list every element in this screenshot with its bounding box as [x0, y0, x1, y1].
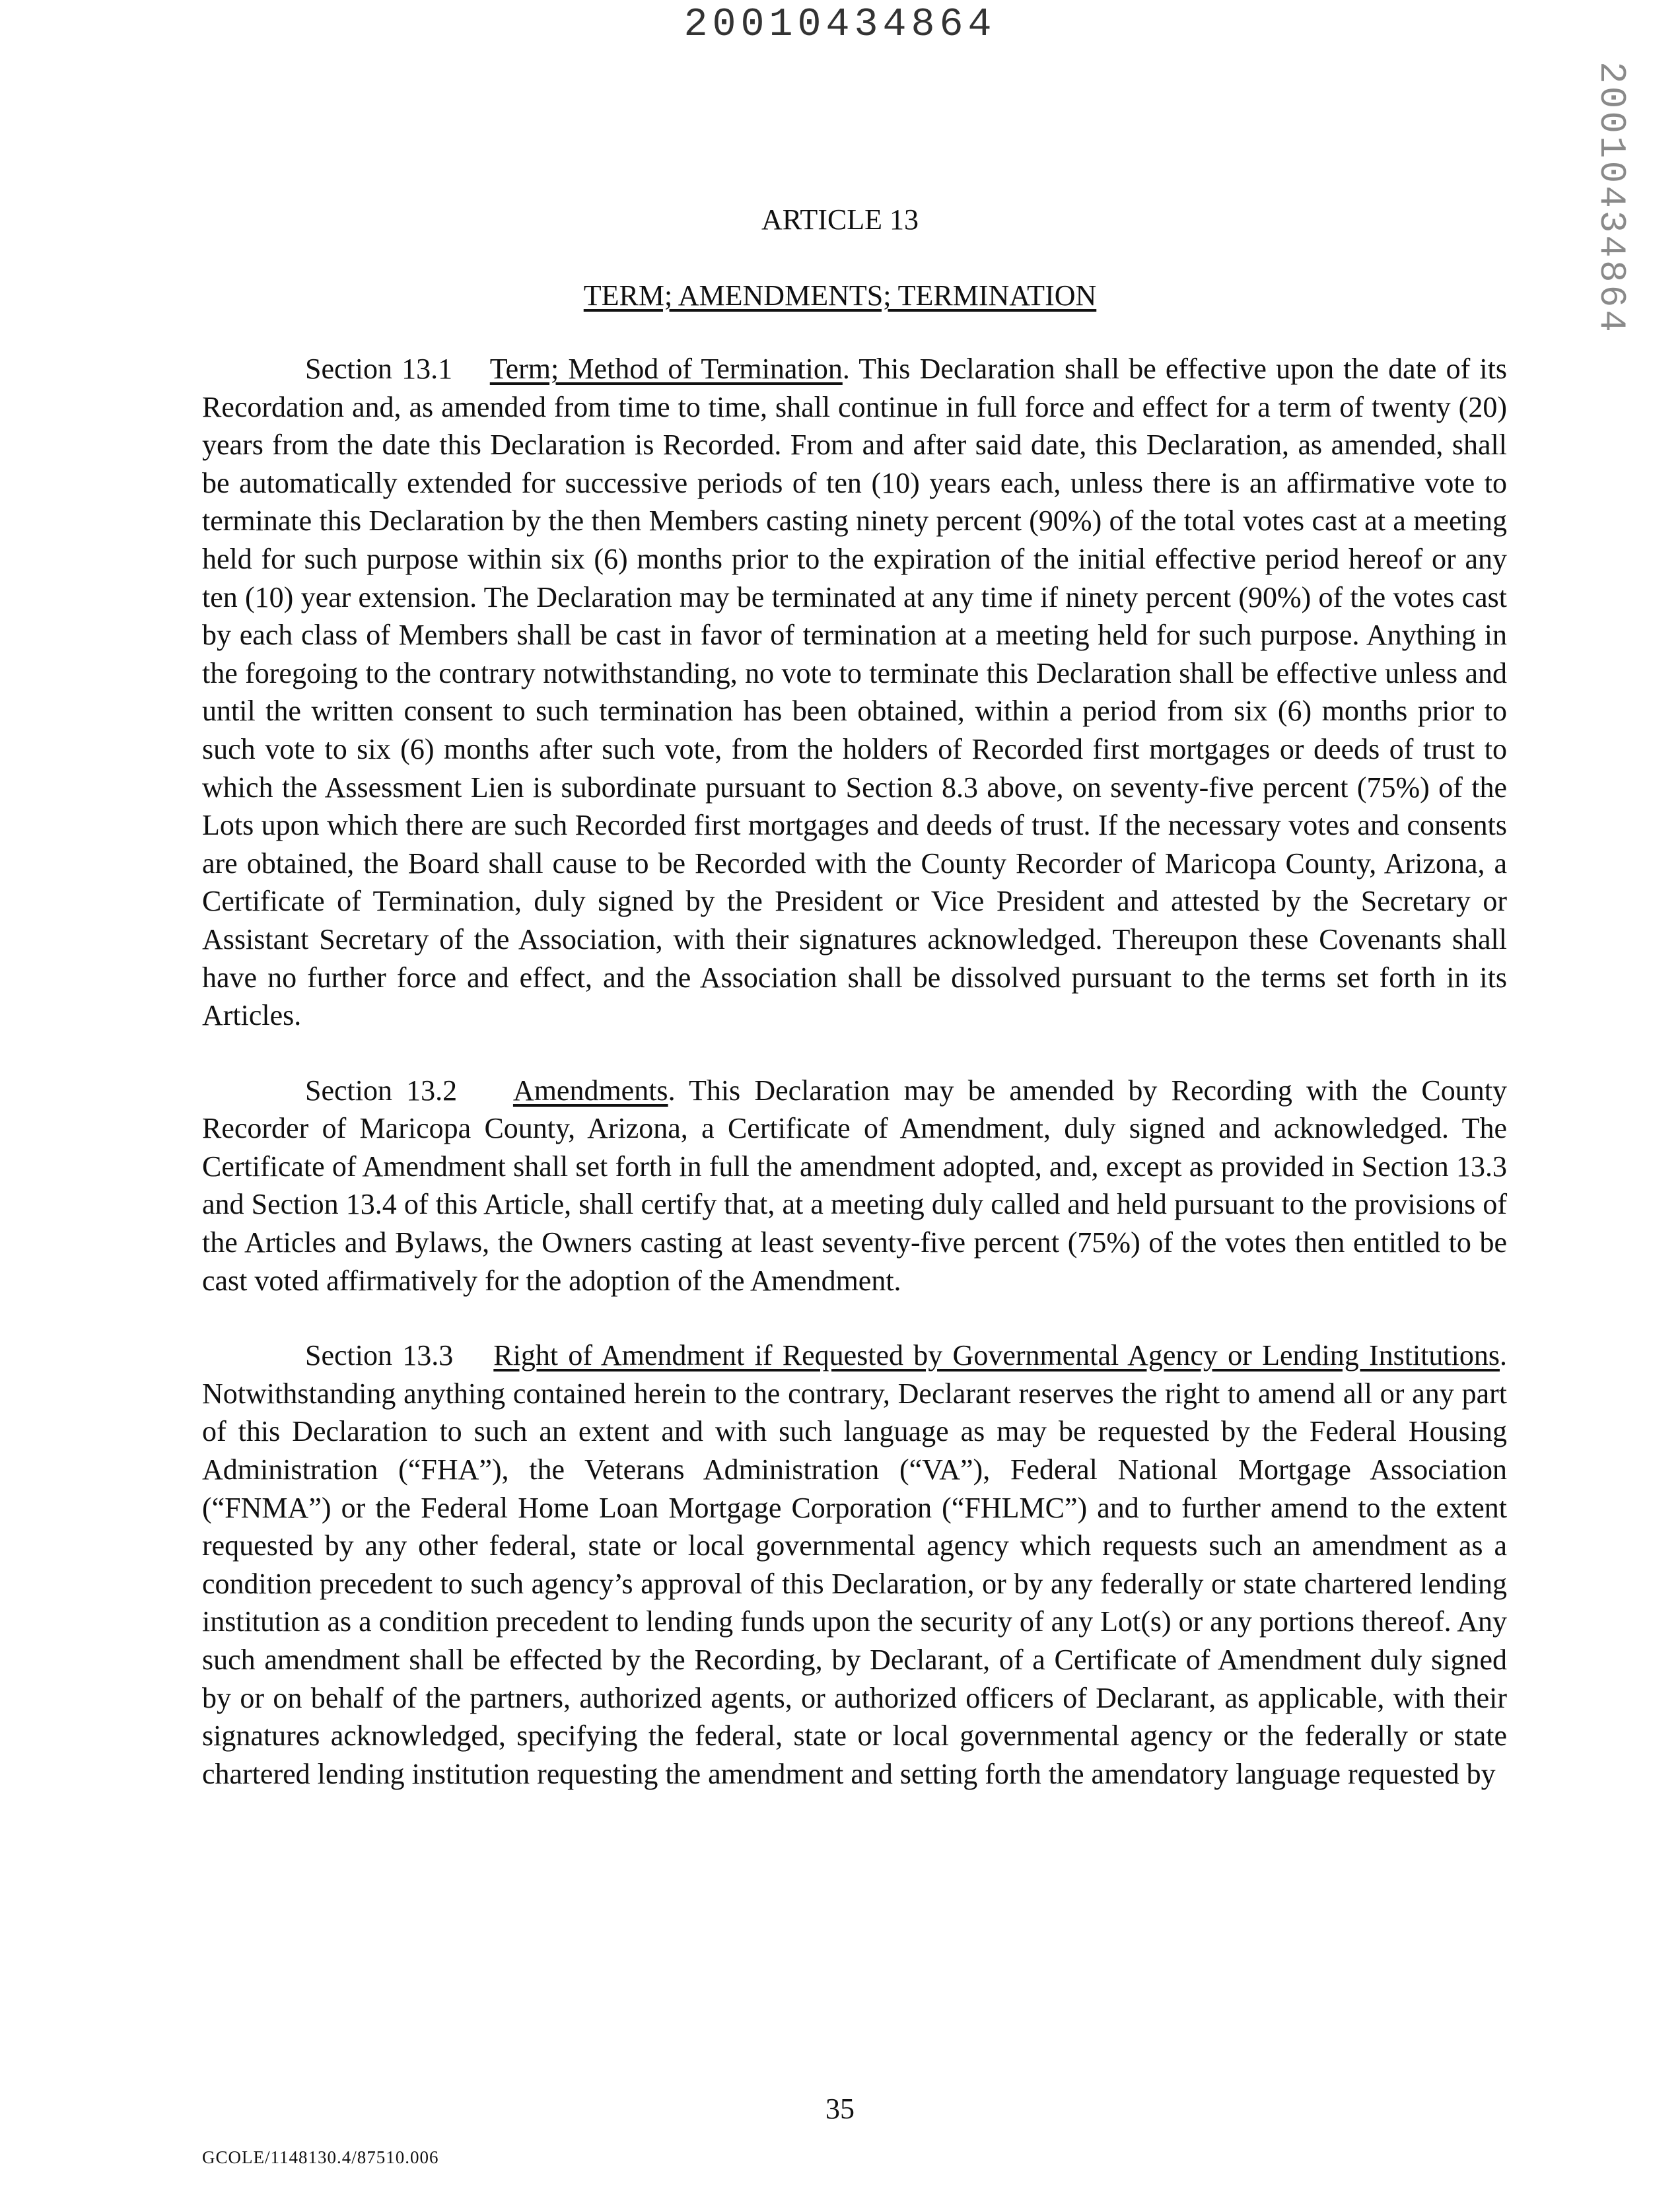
section-number: Section 13.3: [305, 1339, 454, 1372]
article-subtitle-wrap: [0, 279, 1680, 312]
section-number: Section 13.1: [305, 353, 453, 385]
document-body: [202, 350, 1507, 1830]
section-number: Section 13.2: [305, 1074, 458, 1107]
section-13-3: [202, 1336, 1507, 1793]
section-title: Right of Amendment if Requested by Governmental Agency or Lending Institutions: [493, 1339, 1500, 1372]
section-title: Amendments: [512, 1074, 668, 1107]
page-number: 35: [825, 2093, 855, 2125]
recording-stamp: [1582, 61, 1641, 335]
recording-stamp-text: 20010434864: [1590, 61, 1632, 335]
section-text: . This Declaration may be amended by Recording with the County Recorder of Maricopa County, Arizona, a Certificate of Amendment, duly signed and acknowledged. The Certificate of Amendment shall set forth in full the amendment adopted, and, except as provided in Section 13.3 and Section 13.4 of this Article, shall certify that, at a meeting duly called and held pursuant to the provisions of the Articles and Bylaws, the Owners casting at least seventy-five percent (75%) of the votes then entitled to be cast voted affirmatively for the adoption of the Amendment.: [202, 1074, 1508, 1297]
article-title: ARTICLE 13: [761, 203, 919, 236]
article-subtitle: TERM; AMENDMENTS; TERMINATION: [583, 279, 1097, 312]
section-text: . This Declaration shall be effective upon the date of its Recordation and, as amended from time to time, shall continue in full force and effect for a term of twenty (20) years from the date this Declaration is Recorded. From and after said date, this Declaration, as amended, shall be automatically extended for successive periods of ten (10) years each, unless there is an affirmative vote to terminate this Declaration by the then Members casting ninety percent (90%) of the total votes cast at a meeting held for such purpose within six (6) months prior to the expiration of the initial effective period hereof or any ten (10) year extension. The Declaration may be terminated at any time if ninety percent (90%) of the votes cast by each class of Members shall be cast in favor of termination at a meeting held for such purpose. Anything in the foregoing to the contrary notwithstanding, no vote to terminate this Declaration shall be effective unless and until the written consent to such termination has been obtained, within a period from six (6) months prior to such vote to six (6) months after such vote, from the holders of Recorded first mortgages or deeds of trust to which the Assessment Lien is subordinate pursuant to Section 8.3 above, on seventy-five percent (75%) of the Lots upon which there are such Recorded first mortgages and deeds of trust. If the necessary votes and consents are obtained, the Board shall cause to be Recorded with the County Recorder of Maricopa County, Arizona, a Certificate of Termination, duly signed by the President or Vice President and attested by the Secretary or Assistant Secretary of the Association, with their signatures acknowledged. Thereupon these Covenants shall have no further force and effect, and the Association shall be dissolved pursuant to the terms set forth in its Articles.: [202, 353, 1507, 1032]
file-reference: GCOLE/1148130.4/87510.006: [202, 2147, 439, 2167]
document-number: 20010434864: [683, 3, 997, 48]
section-13-2: [202, 1072, 1507, 1300]
section-13-1: [202, 350, 1507, 1035]
section-text: . Notwithstanding anything contained herein to the contrary, Declarant reserves the right to amend all or any part of this Declaration to such an extent and with such language as may be requested by the Federal Housing Administration (“FHA”), the Veterans Administration (“VA”), Federal National Mortgage Association (“FNMA”) or the Federal Home Loan Mortgage Corporation (“FHLMC”) and to further amend to the extent requested by any other federal, state or local governmental agency which requests such an amendment as a condition precedent to such agency’s approval of this Declaration, or by any federally or state chartered lending institution as a condition precedent to lending funds upon the security of any Lot(s) or any portions thereof. Any such amendment shall be effected by the Recording, by Declarant, of a Certificate of Amendment duly signed by or on behalf of the partners, authorized agents, or authorized officers of Declarant, as applicable, with their signatures acknowledged, specifying the federal, state or local governmental agency or the federally or state chartered lending institution requesting the amendment and setting forth the amendatory language requested by: [202, 1339, 1508, 1790]
section-title: Term; Method of Termination: [489, 353, 843, 385]
